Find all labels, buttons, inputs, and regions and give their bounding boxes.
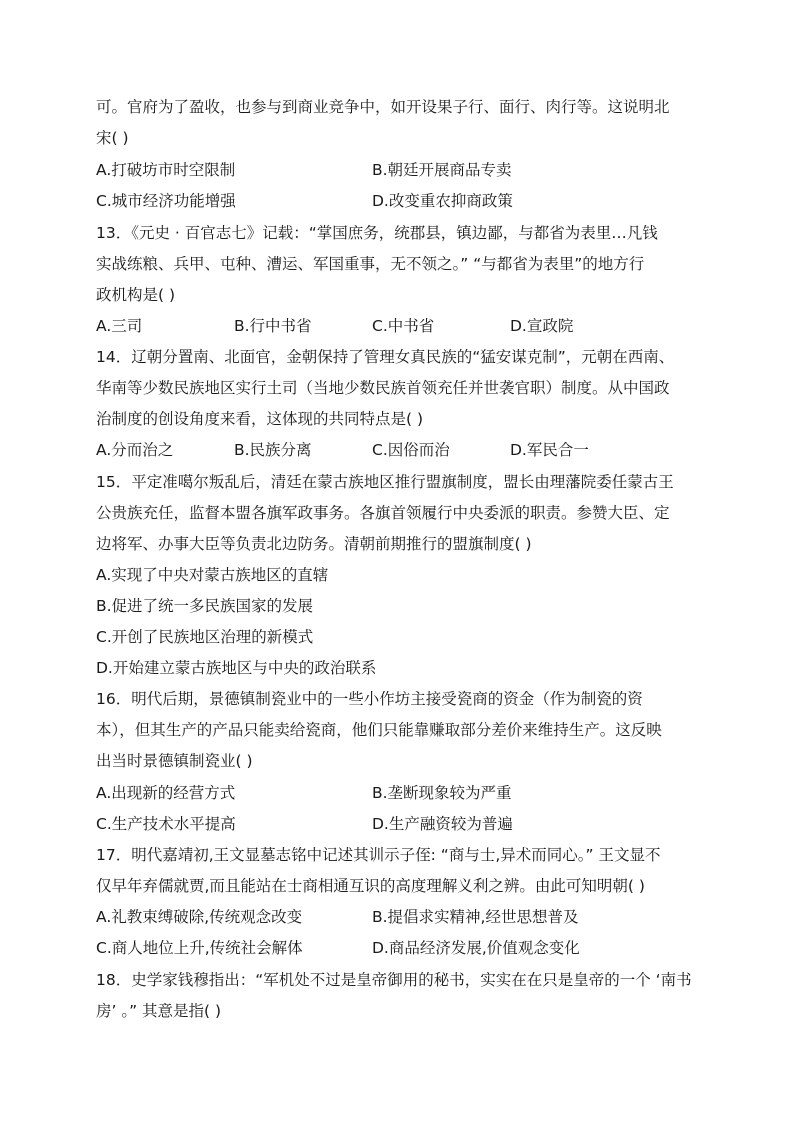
q16-line-3: 出当时景德镇制瓷业( ) [96, 752, 253, 770]
q14-line-1: 14．辽朝分置南、北面官，金朝保持了管理女真民族的“猛安谋克制”，元朝在西南、 [96, 348, 675, 366]
q17-option-b[interactable]: B.提倡求实精神,经世思想普及 [372, 908, 579, 926]
q15-line-3: 边将军、办事大臣等负责北边防务。清朝前期推行的盟旗制度( ) [96, 535, 532, 553]
q15-option-b[interactable]: B.促进了统一多民族国家的发展 [96, 597, 314, 615]
q12-option-c[interactable]: C.城市经济功能增强 [96, 192, 236, 210]
q12-option-d[interactable]: D.改变重农抑商政策 [372, 192, 513, 210]
q15-option-c[interactable]: C.开创了民族地区治理的新模式 [96, 628, 314, 646]
q13-option-d[interactable]: D.宣政院 [510, 317, 574, 335]
q14-option-d[interactable]: D.军民合一 [510, 441, 589, 459]
q13-option-c[interactable]: C.中书省 [372, 317, 435, 335]
q14-option-a[interactable]: A.分而治之 [96, 441, 174, 459]
q18-line-2: 房’ 。” 其意是指( ) [96, 1002, 222, 1020]
q13-option-a[interactable]: A.三司 [96, 317, 143, 335]
q16-option-d[interactable]: D.生产融资较为普遍 [372, 815, 513, 833]
q12-line-1: 可。官府为了盈收，也参与到商业竞争中，如开设果子行、面行、肉行等。这说明北 [96, 98, 670, 116]
q16-line-1: 16．明代后期，景德镇制瓷业中的一些小作坊主接受瓷商的资金（作为制瓷的资 [96, 690, 643, 708]
q15-line-2: 公贵族充任，监督本盟各旗军政事务。各旗首领履行中央委派的职责。参赞大臣、定 [96, 504, 670, 522]
q16-option-a[interactable]: A.出现新的经营方式 [96, 784, 236, 802]
q17-line-2: 仅早年弃儒就贾,而且能站在士商相通互识的高度理解义利之辨。由此可知明朝( ) [96, 877, 645, 895]
q17-option-d[interactable]: D.商品经济发展,价值观念变化 [372, 939, 580, 957]
q15-option-a[interactable]: A.实现了中央对蒙古族地区的直辖 [96, 566, 329, 584]
q13-line-2: 实战练粮、兵甲、屯种、漕运、军国重事，无不领之。” “与都省为表里”的地方行 [96, 255, 645, 273]
q17-option-a[interactable]: A.礼教束缚破除,传统观念改变 [96, 908, 303, 926]
q15-option-d[interactable]: D.开始建立蒙古族地区与中央的政治联系 [96, 659, 377, 677]
q12-option-b[interactable]: B.朝廷开展商品专卖 [372, 161, 512, 179]
q16-line-2: 本），但其生产的产品只能卖给瓷商，他们只能靠赚取部分差价来维持生产。这反映 [96, 721, 662, 739]
q16-option-b[interactable]: B.垄断现象较为严重 [372, 784, 512, 802]
q18-line-1: 18．史学家钱穆指出：“军机处不过是皇帝御用的秘书，实实在在只是皇帝的一个 ‘南书 [96, 971, 692, 989]
q14-line-2: 华南等少数民族地区实行土司（当地少数民族首领充任并世袭官职）制度。从中国政 [96, 379, 670, 397]
q12-option-a[interactable]: A.打破坊市时空限制 [96, 161, 236, 179]
q15-line-1: 15．平定准噶尔叛乱后，清廷在蒙古族地区推行盟旗制度，盟长由理藩院委任蒙古王 [96, 473, 674, 491]
q16-option-c[interactable]: C.生产技术水平提高 [96, 815, 236, 833]
q14-option-c[interactable]: C.因俗而治 [372, 441, 450, 459]
q17-line-1: 17．明代嘉靖初,王文显墓志铭中记述其训示子侄: “商与士,异术而同心。” 王文显不 [96, 846, 661, 864]
q13-option-b[interactable]: B.行中书省 [234, 317, 312, 335]
q17-option-c[interactable]: C.商人地位上升,传统社会解体 [96, 939, 303, 957]
q14-option-b[interactable]: B.民族分离 [234, 441, 312, 459]
q14-line-3: 治制度的创设角度来看，这体现的共同特点是( ) [96, 410, 424, 428]
q12-line-2: 宋( ) [96, 129, 129, 147]
q13-line-1: 13．《元史 · 百官志七》记载：“掌国庶务，统郡县，镇边鄙，与都省为表里…凡钱 [96, 224, 658, 242]
q13-line-3: 政机构是( ) [96, 286, 176, 304]
